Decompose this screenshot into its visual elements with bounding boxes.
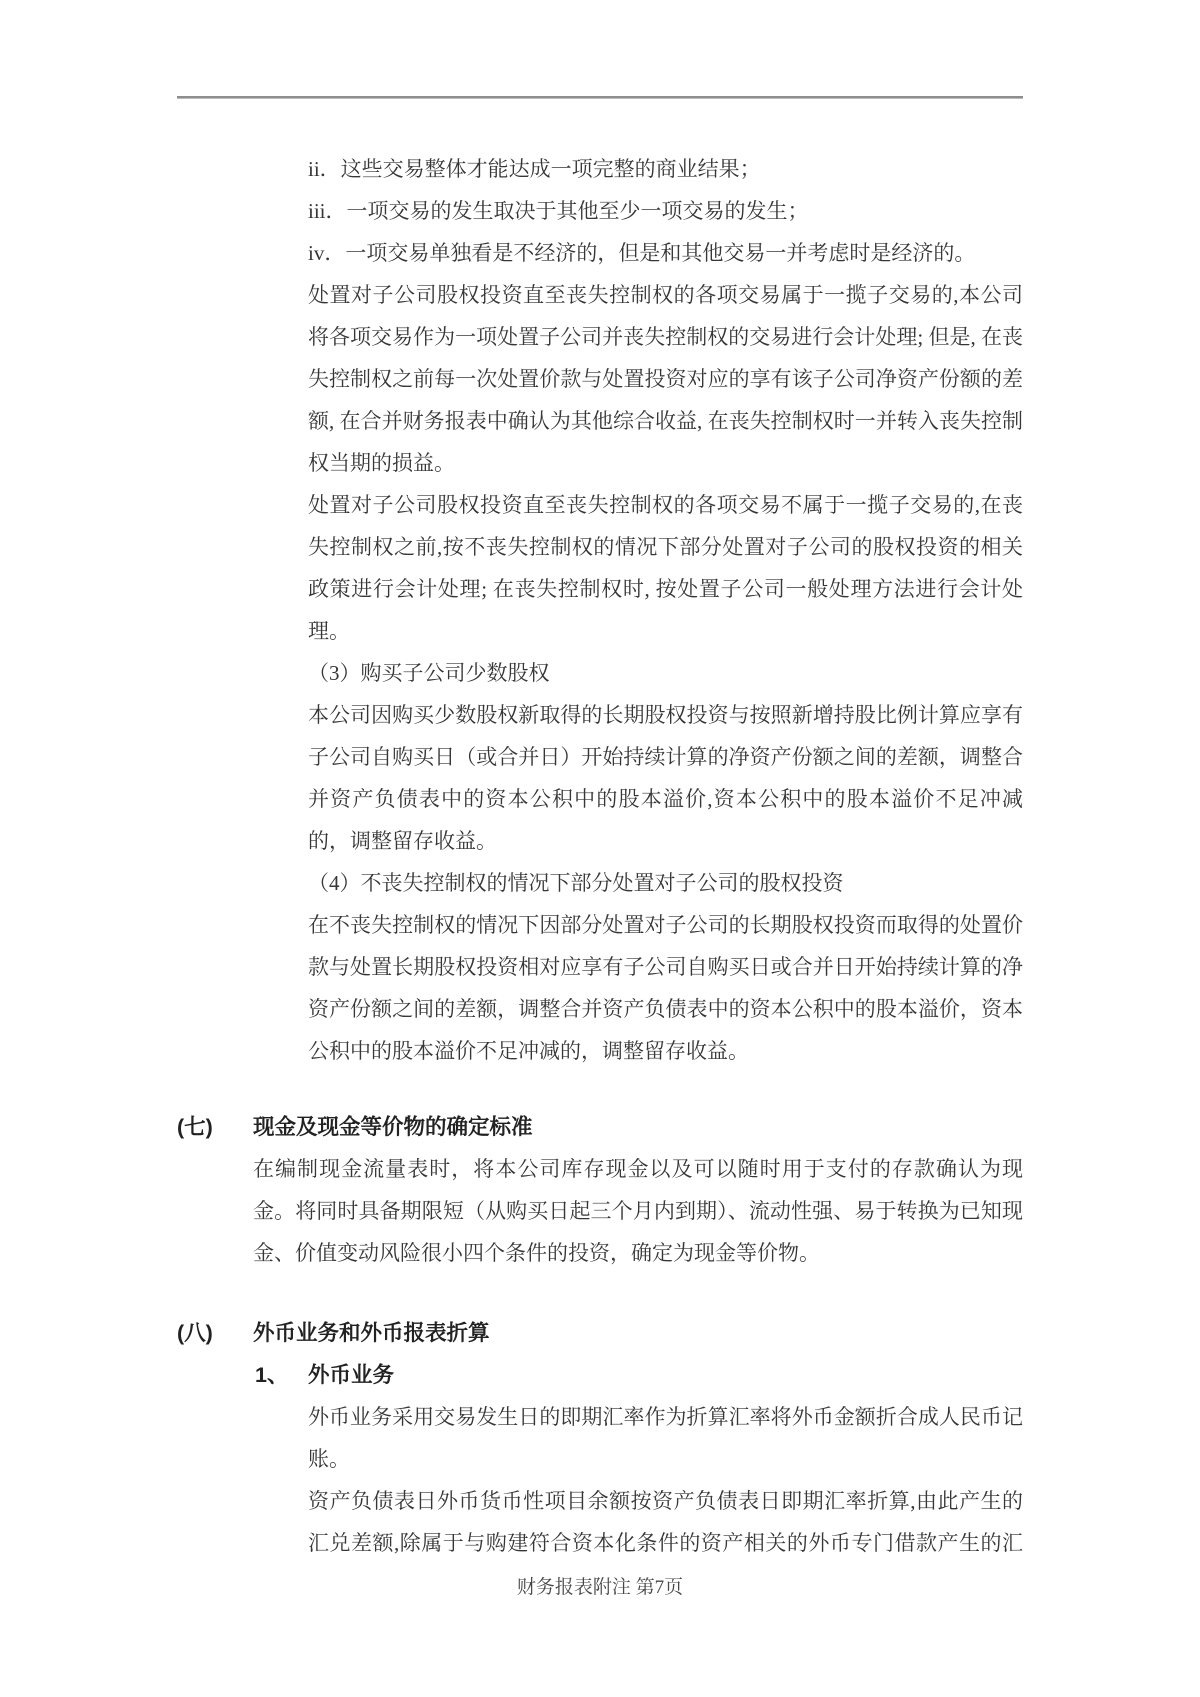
subitem-3-heading: （3）购买子公司少数股权 bbox=[308, 661, 550, 685]
section-8 bbox=[177, 1312, 1023, 1564]
paragraph-bundled-transactions: 处置对子公司股权投资直至丧失控制权的各项交易属于一揽子交易的,本公司将各项交易作为一项处置子公司并丧失控制权的交易进行会计处理; 但是, 在丧失控制权之前每一次处置价款与处置投资对应的享有该子公司净资产份额的差额, 在合并财务报表中确认为其他综合收益, 在丧失控制权时一并转入丧失控制权当期的损益。 bbox=[308, 283, 1023, 475]
roman-list-item-ii: ii．这些交易整体才能达成一项完整的商业结果； bbox=[308, 157, 761, 181]
subitem-4-body: 在不丧失控制权的情况下因部分处置对子公司的长期股权投资而取得的处置价款与处置长期股权投资相对应享有子公司自购买日或合并日开始持续计算的净资产份额之间的差额，调整合并资产负债表中的资本公积中的股本溢价，资本公积中的股本溢价不足冲减的，调整留存收益。 bbox=[308, 913, 1023, 1063]
roman-list-item-iv: iv．一项交易单独看是不经济的，但是和其他交易一并考虑时是经济的。 bbox=[308, 241, 976, 265]
subsection-1-heading bbox=[255, 1354, 1023, 1396]
section-7-body: 在编制现金流量表时，将本公司库存现金以及可以随时用于支付的存款确认为现金。将同时具备期限短（从购买日起三个月内到期）、流动性强、易于转换为已知现金、价值变动风险很小四个条件的投资，确定为现金等价物。 bbox=[253, 1157, 1023, 1265]
subsection-1-title: 外币业务 bbox=[308, 1363, 395, 1387]
section-7-heading bbox=[177, 1106, 1023, 1148]
section-8-heading bbox=[177, 1312, 1023, 1354]
section-8-label: (八) bbox=[177, 1321, 213, 1345]
subsection-1-paragraph-2: 资产负债表日外币货币性项目余额按资产负债表日即期汇率折算,由此产生的汇兑差额,除属于与购建符合资本化条件的资产相关的外币专门借款产生的汇 bbox=[308, 1489, 1023, 1555]
subsection-1-paragraph-1: 外币业务采用交易发生日的即期汇率作为折算汇率将外币金额折合成人民币记账。 bbox=[308, 1405, 1023, 1471]
section-7-label: (七) bbox=[177, 1115, 213, 1139]
header-rule bbox=[177, 96, 1023, 99]
document-content bbox=[177, 148, 1023, 1564]
roman-list-item-iii: iii．一项交易的发生取决于其他至少一项交易的发生； bbox=[308, 199, 809, 223]
section-8-title: 外币业务和外币报表折算 bbox=[253, 1321, 490, 1345]
section-7 bbox=[177, 1106, 1023, 1274]
subitem-4-heading: （4）不丧失控制权的情况下部分处置对子公司的股权投资 bbox=[308, 871, 844, 895]
page-footer: 财务报表附注 第7页 bbox=[516, 1577, 684, 1598]
subsection-1-number: 1、 bbox=[255, 1363, 289, 1387]
paragraph-non-bundled-transactions: 处置对子公司股权投资直至丧失控制权的各项交易不属于一揽子交易的,在丧失控制权之前,按不丧失控制权的情况下部分处置对子公司的股权投资的相关政策进行会计处理; 在丧失控制权时, 按处置子公司一般处理方法进行会计处理。 bbox=[308, 493, 1023, 643]
subitem-3-body: 本公司因购买少数股权新取得的长期股权投资与按照新增持股比例计算应享有子公司自购买日（或合并日）开始持续计算的净资产份额之间的差额，调整合并资产负债表中的资本公积中的股本溢价,资本公积中的股本溢价不足冲减的，调整留存收益。 bbox=[308, 703, 1023, 853]
section-7-title: 现金及现金等价物的确定标准 bbox=[253, 1115, 533, 1139]
